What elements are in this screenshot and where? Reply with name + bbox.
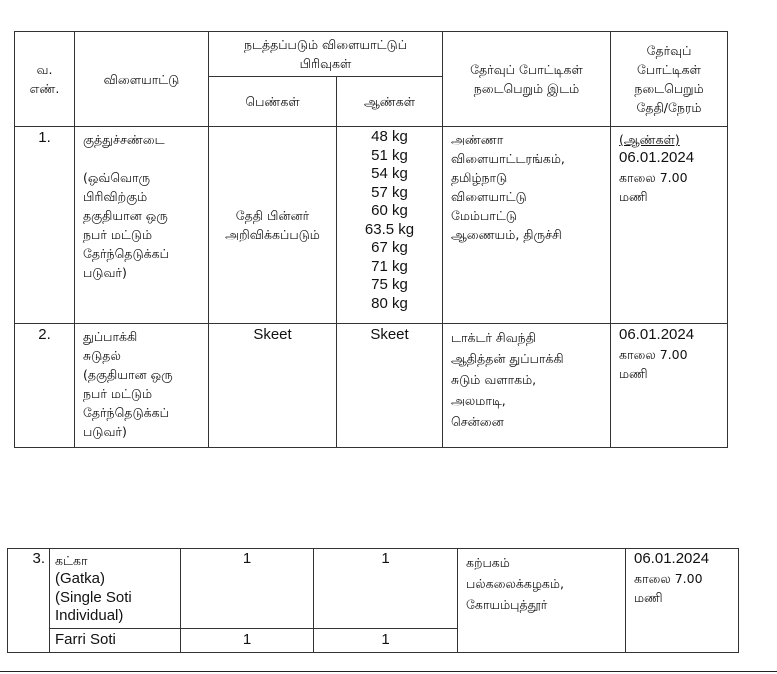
men-cell: 1 — [314, 549, 458, 629]
serial-cell: 2. — [15, 324, 75, 448]
selection-schedule-table — [14, 31, 728, 448]
header-women: பெண்கள் — [209, 77, 337, 127]
sport-cell: Farri Soti — [50, 629, 181, 653]
women-cell: 1 — [181, 549, 314, 629]
header-sport: விளையாட்டு — [75, 32, 209, 127]
sport-cell: குத்துச்சண்டை (ஒவ்வொரு பிரிவிற்கும் தகுதியான ஒரு நபர் மட்டும் தேர்ந்தெடுக்கப் படுவர்) — [75, 127, 209, 324]
header-categories-group: நடத்தப்படும் விளையாட்டுப் பிரிவுகள் — [209, 32, 443, 77]
table-row — [8, 549, 739, 629]
header-venue: தேர்வுப் போட்டிகள் நடைபெறும் இடம் — [443, 32, 611, 127]
header-serial-no: வ. எண். — [15, 32, 75, 127]
table-row — [15, 127, 728, 324]
women-cell: தேதி பின்னர் அறிவிக்கப்படும் — [209, 127, 337, 324]
venue-cell: டாக்டர் சிவந்தி ஆதித்தன் துப்பாக்கி சுடும் வளாகம், அலமாடி, சென்னை — [443, 324, 611, 448]
header-men: ஆண்கள் — [337, 77, 443, 127]
sport-cell: கட்கா (Gatka) (Single Soti Individual) — [50, 549, 181, 629]
venue-cell: கற்பகம் பல்கலைக்கழகம், கோயம்புத்தூர் — [458, 549, 626, 653]
selection-schedule-table-continued — [7, 548, 739, 653]
datetime-cell: (ஆண்கள்) 06.01.2024 காலை 7.00 மணி — [611, 127, 728, 324]
page-divider-line — [0, 671, 777, 672]
table-row — [15, 324, 728, 448]
datetime-cell: 06.01.2024 காலை 7.00 மணி — [611, 324, 728, 448]
women-cell: 1 — [181, 629, 314, 653]
header-datetime: தேர்வுப் போட்டிகள் நடைபெறும் தேதி/நேரம் — [611, 32, 728, 127]
men-cell: 1 — [314, 629, 458, 653]
men-weight-categories: 48 kg 51 kg 54 kg 57 kg 60 kg 63.5 kg 67 kg 71 kg 75 kg 80 kg — [337, 127, 443, 324]
sport-cell: துப்பாக்கி சுடுதல் (தகுதியான ஒரு நபர் மட்டும் தேர்ந்தெடுக்கப் படுவர்) — [75, 324, 209, 448]
serial-cell: 1. — [15, 127, 75, 324]
serial-cell: 3. — [8, 549, 50, 653]
venue-cell: அண்ணா விளையாட்டரங்கம், தமிழ்நாடு விளையாட்டு மேம்பாட்டு ஆணையம், திருச்சி — [443, 127, 611, 324]
women-cell: Skeet — [209, 324, 337, 448]
men-cell: Skeet — [337, 324, 443, 448]
datetime-cell: 06.01.2024 காலை 7.00 மணி — [626, 549, 739, 653]
